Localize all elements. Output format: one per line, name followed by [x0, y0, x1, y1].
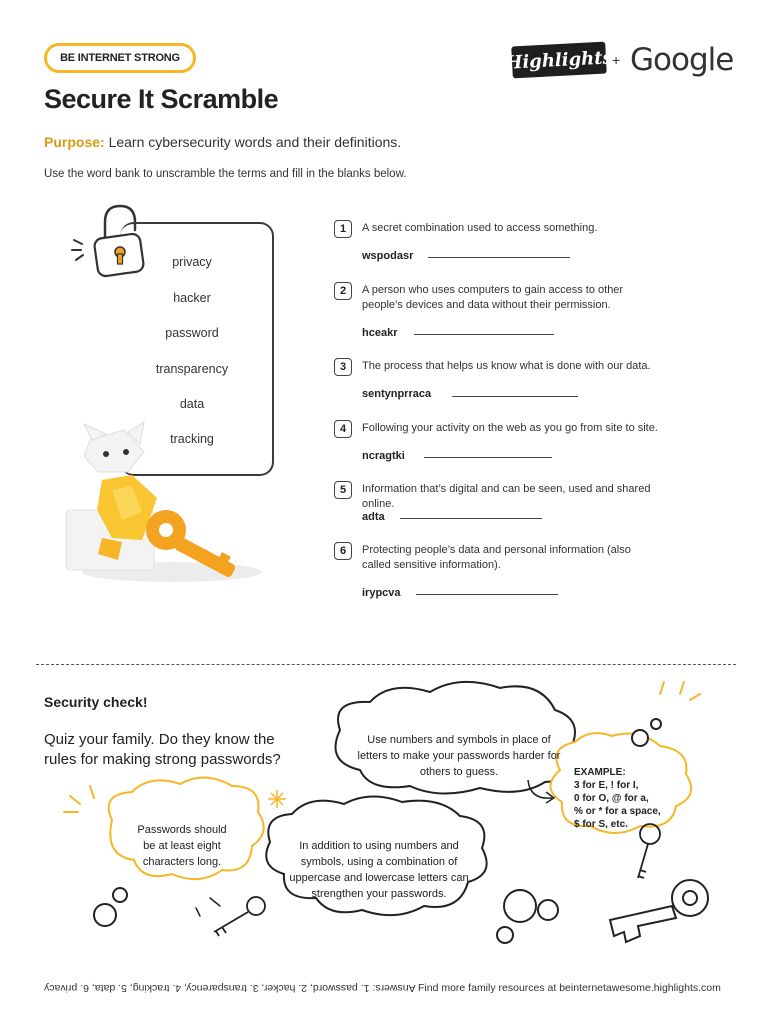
answer-blank[interactable]: [428, 257, 570, 258]
question-number: 5: [334, 481, 352, 499]
answer-blank[interactable]: [424, 457, 552, 458]
question-text: A person who uses computers to gain access to other people’s devices and data without their permission.: [362, 284, 624, 311]
question-number: 1: [334, 220, 352, 238]
example-line: $ for S, etc.: [574, 819, 628, 830]
highlights-logo: Highlights: [511, 42, 607, 79]
word-bank-item: tracking: [170, 432, 214, 446]
example-line: 3 for E, ! for I,: [574, 780, 639, 791]
question-text: The process that helps us know what is done with our data.: [362, 360, 651, 372]
answer-blank[interactable]: [414, 334, 554, 335]
question-text: A secret combination used to access something.: [362, 222, 598, 234]
robot-character-with-key-illustration: [62, 420, 262, 590]
answer-blank[interactable]: [452, 396, 578, 397]
be-internet-strong-badge: BE INTERNET STRONG: [44, 43, 196, 73]
scrambled-word: adta: [362, 511, 385, 523]
quiz-prompt: Quiz your family. Do they know the rules for making strong passwords?: [44, 731, 281, 768]
scrambled-word: irypcva: [362, 587, 401, 599]
example-line: % or * for a space,: [574, 806, 661, 817]
purpose-text: Learn cybersecurity words and their definitions.: [108, 134, 402, 150]
security-check-heading: Security check!: [44, 694, 148, 710]
scrambled-word: sentynprraca: [362, 388, 432, 400]
word-bank-item: transparency: [155, 362, 229, 376]
scrambled-word: hceakr: [362, 327, 398, 339]
question-text: Following your activity on the web as you go from site to site.: [362, 422, 658, 434]
section-divider: [36, 664, 736, 665]
word-bank-item: hacker: [173, 291, 211, 305]
question-text: Information that’s digital and can be seen, used and shared online.: [362, 483, 651, 510]
thought-clouds-illustration: [0, 670, 770, 970]
answer-key-upside-down: Answers: 1. password, 2. hacker, 3. transparency, 4. tracking, 5. data, 6. privacy: [44, 982, 416, 994]
google-logo: Google: [630, 42, 734, 78]
cloud-numbers-symbols: Use numbers and symbols in place of letters to make your passwords harder for others to guess.: [357, 734, 561, 778]
scrambled-word: wspodasr: [362, 250, 414, 262]
large-key-icon: [610, 880, 708, 942]
scrambled-word: ncragtki: [362, 450, 405, 462]
key-icon-right: [638, 824, 660, 878]
question-number: 2: [334, 282, 352, 300]
word-bank-item: privacy: [172, 255, 212, 269]
answer-blank[interactable]: [400, 518, 542, 519]
footer-resources: Find more family resources at beinternetawesome.highlights.com: [418, 982, 721, 994]
page-title: Secure It Scramble: [44, 84, 279, 114]
purpose-line: [44, 134, 401, 150]
question-number: 3: [334, 358, 352, 376]
word-bank-item: data: [179, 397, 205, 411]
question-number: 6: [334, 542, 352, 560]
small-key-icon: [214, 897, 265, 936]
purpose-label: Purpose:: [44, 134, 105, 150]
answer-blank[interactable]: [416, 594, 558, 595]
cloud-password-length: Passwords should be at least eight characters long.: [137, 824, 227, 868]
word-bank-item: password: [165, 326, 219, 340]
cloud-upper-lower-case: In addition to using numbers and symbols, using a combination of uppercase and lowercase letters can strengthen your passwords.: [289, 840, 469, 900]
example-label: EXAMPLE:: [574, 767, 626, 778]
logo-plus: +: [612, 52, 621, 68]
question-number: 4: [334, 420, 352, 438]
instructions: Use the word bank to unscramble the terms and fill in the blanks below.: [44, 168, 407, 180]
question-text: Protecting people’s data and personal information (also called sensitive information).: [362, 544, 631, 571]
example-line: 0 for O, @ for a,: [574, 793, 649, 804]
